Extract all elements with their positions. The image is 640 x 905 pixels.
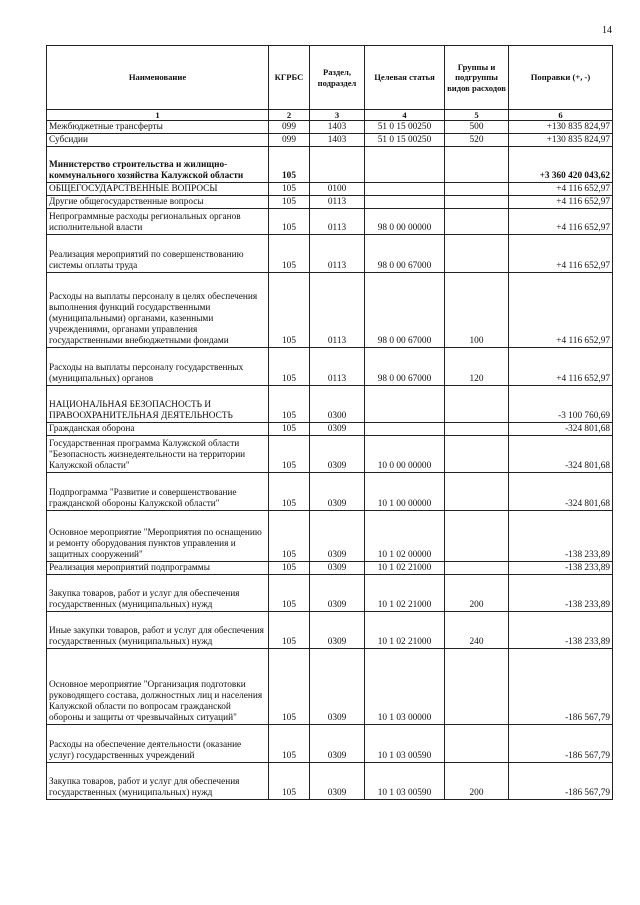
row-group <box>445 436 509 473</box>
row-target: 10 1 02 21000 <box>365 612 445 649</box>
row-kgrbs: 105 <box>269 209 310 235</box>
row-name: Закупка товаров, работ и услуг для обеспечения государственных (муниципальных) нужд <box>47 763 269 800</box>
table-row <box>47 725 613 763</box>
row-kgrbs: 105 <box>269 511 310 562</box>
row-kgrbs: 105 <box>269 235 310 273</box>
row-amount: -186 567,79 <box>509 763 613 800</box>
row-kgrbs: 099 <box>269 134 310 147</box>
row-name: Подпрограмма "Развитие и совершенствование гражданской обороны Калужской области" <box>47 473 269 511</box>
row-name: Закупка товаров, работ и услуг для обеспечения государственных (муниципальных) нужд <box>47 575 269 612</box>
row-name: Иные закупки товаров, работ и услуг для обеспечения государственных (муниципальных) нужд <box>47 612 269 649</box>
row-target: 10 1 02 21000 <box>365 562 445 575</box>
row-target: 10 0 00 00000 <box>365 436 445 473</box>
row-target: 10 1 03 00590 <box>365 725 445 763</box>
row-section: 0113 <box>310 273 365 348</box>
row-name: Другие общегосударственные вопросы <box>47 196 269 209</box>
row-amount: -324 801,68 <box>509 436 613 473</box>
row-group <box>445 423 509 436</box>
row-group: 200 <box>445 763 509 800</box>
column-number: 1 <box>47 110 269 121</box>
row-section <box>310 147 365 183</box>
table-row <box>47 348 613 386</box>
row-kgrbs: 105 <box>269 423 310 436</box>
row-amount: +4 116 652,97 <box>509 183 613 196</box>
column-number: 3 <box>310 110 365 121</box>
row-amount: +4 116 652,97 <box>509 273 613 348</box>
row-group <box>445 473 509 511</box>
row-target: 98 0 00 00000 <box>365 209 445 235</box>
row-section: 0309 <box>310 763 365 800</box>
row-kgrbs: 105 <box>269 196 310 209</box>
table-row <box>47 386 613 423</box>
column-number: 2 <box>269 110 310 121</box>
row-name: Расходы на выплаты персоналу государственных (муниципальных) органов <box>47 348 269 386</box>
row-amount: -3 100 760,69 <box>509 386 613 423</box>
row-name: Министерство строительства и жилищно-коммунального хозяйства Калужской области <box>47 147 269 183</box>
header-amendments: Поправки (+, -) <box>509 46 613 110</box>
row-amount: +130 835 824,97 <box>509 134 613 147</box>
table-row <box>47 235 613 273</box>
row-section: 0309 <box>310 473 365 511</box>
table-row <box>47 273 613 348</box>
row-group: 240 <box>445 612 509 649</box>
row-target: 51 0 15 00250 <box>365 134 445 147</box>
row-kgrbs: 105 <box>269 725 310 763</box>
table-row <box>47 183 613 196</box>
row-group <box>445 183 509 196</box>
row-target <box>365 183 445 196</box>
row-name: Основное мероприятие "Организация подготовки руководящего состава, должностных лиц и населения Калужской области по вопросам гражданской обороны и защиты от чрезвычайных ситуаций" <box>47 649 269 725</box>
row-section: 0309 <box>310 436 365 473</box>
row-amount: +3 360 420 043,62 <box>509 147 613 183</box>
row-target: 10 1 02 21000 <box>365 575 445 612</box>
row-target <box>365 147 445 183</box>
row-target: 98 0 00 67000 <box>365 348 445 386</box>
row-name: НАЦИОНАЛЬНАЯ БЕЗОПАСНОСТЬ И ПРАВООХРАНИТЕЛЬНАЯ ДЕЯТЕЛЬНОСТЬ <box>47 386 269 423</box>
budget-table <box>46 45 613 800</box>
table-row <box>47 562 613 575</box>
row-amount: -324 801,68 <box>509 423 613 436</box>
row-section: 0309 <box>310 649 365 725</box>
row-name: Реализация мероприятий по совершенствованию системы оплаты труда <box>47 235 269 273</box>
row-section: 0113 <box>310 196 365 209</box>
table-body <box>47 121 613 800</box>
table-row <box>47 196 613 209</box>
column-number: 4 <box>365 110 445 121</box>
row-section: 0309 <box>310 575 365 612</box>
row-group: 500 <box>445 121 509 134</box>
table-row <box>47 423 613 436</box>
row-target <box>365 423 445 436</box>
table-row <box>47 763 613 800</box>
row-section: 0113 <box>310 348 365 386</box>
row-kgrbs: 105 <box>269 763 310 800</box>
row-amount: +4 116 652,97 <box>509 209 613 235</box>
row-name: Гражданская оборона <box>47 423 269 436</box>
row-section: 1403 <box>310 121 365 134</box>
table-row <box>47 473 613 511</box>
row-target: 10 1 03 00000 <box>365 649 445 725</box>
row-kgrbs: 105 <box>269 473 310 511</box>
row-section: 0309 <box>310 423 365 436</box>
row-group <box>445 511 509 562</box>
row-target: 98 0 00 67000 <box>365 273 445 348</box>
row-name: ОБЩЕГОСУДАРСТВЕННЫЕ ВОПРОСЫ <box>47 183 269 196</box>
header-groups: Группы и подгруппы видов расходов <box>445 46 509 110</box>
column-number: 5 <box>445 110 509 121</box>
row-amount: -138 233,89 <box>509 511 613 562</box>
row-amount: +4 116 652,97 <box>509 348 613 386</box>
row-group <box>445 725 509 763</box>
row-name: Государственная программа Калужской области "Безопасность жизнедеятельности на территории Калужской области" <box>47 436 269 473</box>
row-target <box>365 196 445 209</box>
row-amount: -186 567,79 <box>509 725 613 763</box>
table-row <box>47 147 613 183</box>
row-section: 0300 <box>310 386 365 423</box>
row-section: 0309 <box>310 612 365 649</box>
row-group <box>445 209 509 235</box>
table-row <box>47 209 613 235</box>
row-kgrbs: 105 <box>269 147 310 183</box>
row-group: 520 <box>445 134 509 147</box>
row-kgrbs: 105 <box>269 386 310 423</box>
header-kgrbs: КГРБС <box>269 46 310 110</box>
row-amount: -138 233,89 <box>509 575 613 612</box>
row-group: 100 <box>445 273 509 348</box>
column-number-row <box>47 110 613 121</box>
row-target <box>365 386 445 423</box>
row-kgrbs: 099 <box>269 121 310 134</box>
row-section: 0309 <box>310 562 365 575</box>
header-target: Целевая статья <box>365 46 445 110</box>
row-group: 200 <box>445 575 509 612</box>
table-row <box>47 649 613 725</box>
row-group <box>445 235 509 273</box>
table-row <box>47 121 613 134</box>
row-section: 0309 <box>310 725 365 763</box>
row-name: Непрограммные расходы региональных органов исполнительной власти <box>47 209 269 235</box>
row-kgrbs: 105 <box>269 183 310 196</box>
row-amount: -186 567,79 <box>509 649 613 725</box>
row-kgrbs: 105 <box>269 612 310 649</box>
row-group: 120 <box>445 348 509 386</box>
page-number: 14 <box>602 25 612 36</box>
table-row <box>47 134 613 147</box>
row-group <box>445 386 509 423</box>
row-kgrbs: 105 <box>269 273 310 348</box>
row-target: 51 0 15 00250 <box>365 121 445 134</box>
row-section: 0100 <box>310 183 365 196</box>
table-row <box>47 575 613 612</box>
row-target: 10 1 03 00590 <box>365 763 445 800</box>
row-name: Расходы на обеспечение деятельности (оказание услуг) государственных учреждений <box>47 725 269 763</box>
row-group <box>445 196 509 209</box>
header-name: Наименование <box>47 46 269 110</box>
row-name: Основное мероприятие "Мероприятия по оснащению и ремонту оборудования пунктов управления и защитных сооружений" <box>47 511 269 562</box>
row-target: 98 0 00 67000 <box>365 235 445 273</box>
row-kgrbs: 105 <box>269 649 310 725</box>
row-target: 10 1 02 00000 <box>365 511 445 562</box>
row-section: 0309 <box>310 511 365 562</box>
row-target: 10 1 00 00000 <box>365 473 445 511</box>
row-kgrbs: 105 <box>269 562 310 575</box>
row-amount: -138 233,89 <box>509 612 613 649</box>
row-group <box>445 562 509 575</box>
table-header-row <box>47 46 613 110</box>
row-kgrbs: 105 <box>269 575 310 612</box>
row-amount: +130 835 824,97 <box>509 121 613 134</box>
row-name: Межбюджетные трансферты <box>47 121 269 134</box>
row-group <box>445 649 509 725</box>
header-section: Раздел, подраздел <box>310 46 365 110</box>
row-kgrbs: 105 <box>269 348 310 386</box>
table-row <box>47 612 613 649</box>
row-amount: +4 116 652,97 <box>509 196 613 209</box>
row-section: 1403 <box>310 134 365 147</box>
row-name: Реализация мероприятий подпрограммы <box>47 562 269 575</box>
row-section: 0113 <box>310 235 365 273</box>
row-kgrbs: 105 <box>269 436 310 473</box>
row-group <box>445 147 509 183</box>
row-name: Расходы на выплаты персоналу в целях обеспечения выполнения функций государственными (муниципальными) органами, казенными учреждениями, органами управления государственными внебюджетными фондами <box>47 273 269 348</box>
row-amount: -324 801,68 <box>509 473 613 511</box>
row-name: Субсидии <box>47 134 269 147</box>
table-row <box>47 511 613 562</box>
row-amount: +4 116 652,97 <box>509 235 613 273</box>
row-amount: -138 233,89 <box>509 562 613 575</box>
row-section: 0113 <box>310 209 365 235</box>
column-number: 6 <box>509 110 613 121</box>
table-row <box>47 436 613 473</box>
